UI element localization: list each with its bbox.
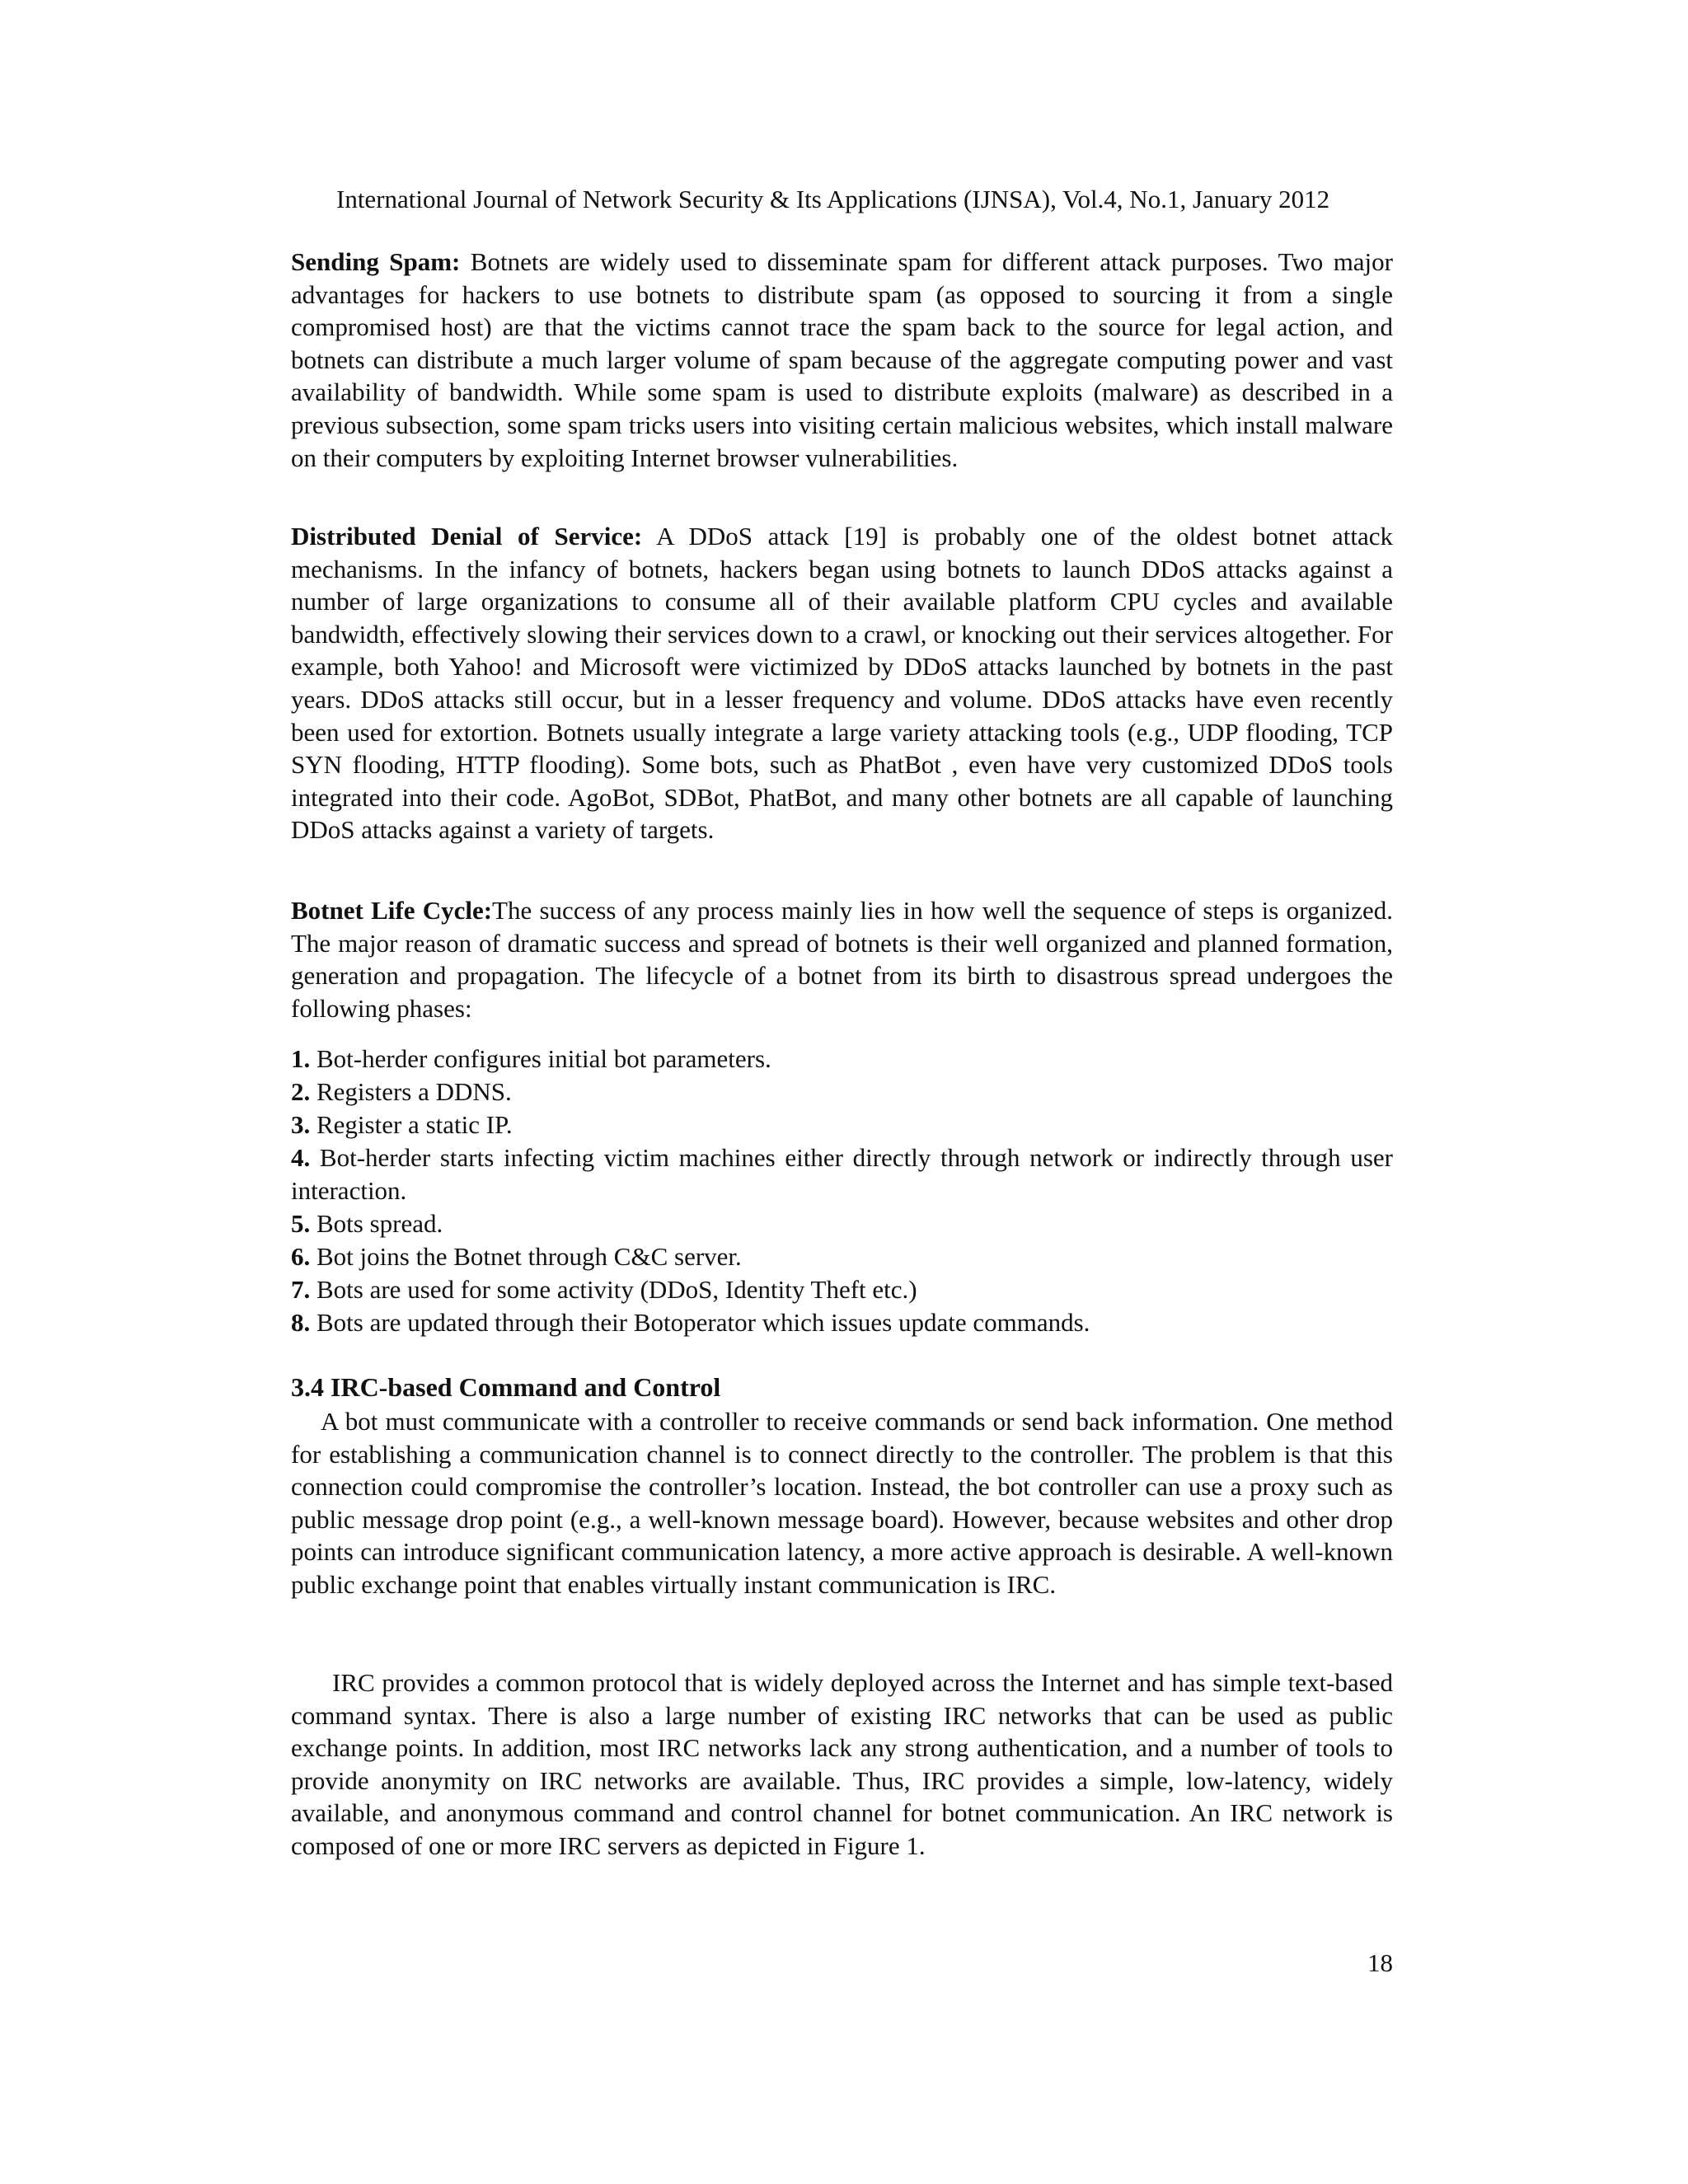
list-text: Bot-herder starts infecting victim machines either directly through network or indirectly through user interaction. [291, 1143, 1393, 1205]
list-number: 4. [291, 1143, 311, 1172]
list-text: Bot joins the Botnet through C&C server. [310, 1242, 742, 1271]
list-item [291, 1141, 1393, 1207]
list-text: Bots are updated through their Botoperator which issues update commands. [310, 1308, 1090, 1337]
list-number: 2. [291, 1077, 311, 1106]
list-text: Registers a DDNS. [310, 1077, 512, 1106]
list-item [291, 1306, 1393, 1339]
list-item [291, 1240, 1393, 1273]
list-number: 3. [291, 1110, 311, 1139]
paragraph-body: The success of any process mainly lies in how well the sequence of steps is organized. The major reason of dramatic success and spread of botnets is their well organized and planned formation, generation and propagation. The lifecycle of a botnet from its birth to disastrous spread undergoes the following phases: [291, 896, 1393, 1023]
list-number: 7. [291, 1275, 311, 1304]
list-item [291, 1043, 1393, 1076]
list-item [291, 1108, 1393, 1141]
paragraph-ddos [291, 520, 1393, 846]
paragraph-irc-protocol: IRC provides a common protocol that is widely deployed across the Internet and has simple text-based command syntax. There is also a large number of existing IRC networks that can be used as public exchange points. In addition, most IRC networks lack any strong authentication, and a number of tools to provide anonymity on IRC networks are available. Thus, IRC provides a simple, low-latency, widely available, and anonymous command and control channel for botnet communication. An IRC network is composed of one or more IRC servers as depicted in Figure 1. [291, 1668, 1393, 1860]
paragraph-heading: Distributed Denial of Service: [291, 522, 643, 551]
list-number: 8. [291, 1308, 311, 1337]
paragraph-body: A DDoS attack [19] is probably one of the oldest botnet attack mechanisms. In the infancy of botnets, hackers began using botnets to launch DDoS attacks against a number of large organizations to consume all of their available platform CPU cycles and available bandwidth, effectively slowing their services down to a crawl, or knocking out their services altogether. For example, both Yahoo! and Microsoft were victimized by DDoS attacks launched by botnets in the past years. DDoS attacks still occur, but in a lesser frequency and volume. DDoS attacks have even recently been used for extortion. Botnets usually integrate a large variety attacking tools (e.g., UDP flooding, TCP SYN flooding, HTTP flooding). Some bots, such as PhatBot , even have very customized DDoS tools integrated into their code. AgoBot, SDBot, PhatBot, and many other botnets are all capable of launching DDoS attacks against a variety of targets. [291, 522, 1393, 845]
paragraph-life-cycle [291, 894, 1393, 1024]
list-text: Bot-herder configures initial bot parameters. [310, 1044, 771, 1073]
running-header: International Journal of Network Security & Its Applications (IJNSA), Vol.4, No.1, January 2012 [336, 185, 1330, 213]
list-number: 1. [291, 1044, 311, 1073]
list-text: Bots spread. [310, 1209, 443, 1238]
list-text: Bots are used for some activity (DDoS, Identity Theft etc.) [310, 1275, 917, 1304]
list-item [291, 1207, 1393, 1240]
list-item [291, 1076, 1393, 1108]
page-number: 18 [1367, 1948, 1393, 1977]
list-item [291, 1273, 1393, 1306]
paragraph-sending-spam [291, 246, 1393, 474]
list-number: 5. [291, 1209, 311, 1238]
phase-list [291, 1043, 1393, 1339]
list-text: Register a static IP. [310, 1110, 513, 1139]
list-number: 6. [291, 1242, 311, 1271]
paragraph-body: Botnets are widely used to disseminate spam for different attack purposes. Two major advantages for hackers to use botnets to distribute spam (as opposed to sourcing it from a single compromised host) are that the victims cannot trace the spam back to the source for legal action, and botnets can distribute a much larger volume of spam because of the aggregate computing power and vast availability of bandwidth. While some spam is used to distribute exploits (malware) as described in a previous subsection, some spam tricks users into visiting certain malicious websites, which install malware on their computers by exploiting Internet browser vulnerabilities. [291, 247, 1393, 472]
section-heading: 3.4 IRC-based Command and Control [291, 1372, 721, 1402]
paragraph-heading: Botnet Life Cycle: [291, 896, 493, 925]
paragraph-irc-intro: A bot must communicate with a controller to receive commands or send back information. One method for establishing a communication channel is to connect directly to the controller. The problem is that this connection could compromise the controller’s location. Instead, the bot controller can use a proxy such as public message drop point (e.g., a well-known message board). However, because websites and other drop points can introduce significant communication latency, a more active approach is desirable. A well-known public exchange point that enables virtually instant communication is IRC. [291, 1407, 1393, 1599]
paragraph-heading: Sending Spam: [291, 247, 461, 276]
